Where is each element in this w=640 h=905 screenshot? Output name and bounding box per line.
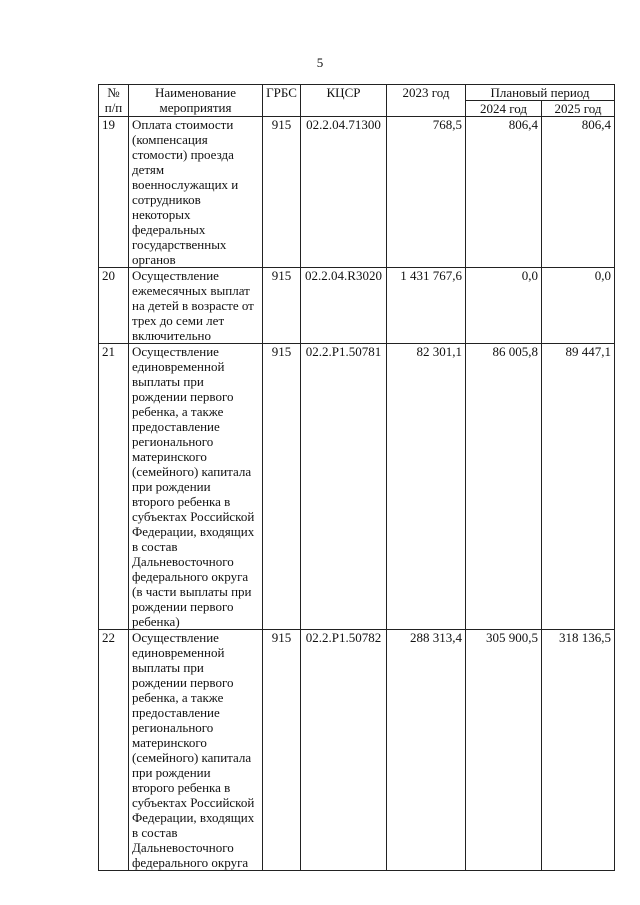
table-header-row: [99, 85, 615, 101]
header-name: Наименование мероприятия: [129, 85, 263, 117]
row-2025: 806,4: [542, 117, 615, 268]
row-2025: 318 136,5: [542, 630, 615, 871]
row-name: Оплата стоимости (компенсация стомости) проезда детям военнослужащих и сотрудников некоторых федеральных государственных органов: [129, 117, 263, 268]
row-kcsr: 02.2.04.71300: [301, 117, 387, 268]
row-kcsr: 02.2.P1.50782: [301, 630, 387, 871]
header-2023: 2023 год: [387, 85, 466, 117]
row-num: 22: [99, 630, 129, 871]
row-2025: 89 447,1: [542, 344, 615, 630]
row-kcsr: 02.2.04.R3020: [301, 268, 387, 344]
row-2024: 86 005,8: [466, 344, 542, 630]
row-name: Осуществление единовременной выплаты при рождении первого ребенка, а также предоставление регионального материнского (семейного) капитала при рождении второго ребенка в субъектах Российской Федерации, входящих в состав Дальневосточного федерального округа (в части выплаты при рождении первого ребенка): [129, 344, 263, 630]
row-num: 20: [99, 268, 129, 344]
row-2023: 82 301,1: [387, 344, 466, 630]
row-name: Осуществление единовременной выплаты при рождении первого ребенка, а также предоставление регионального материнского (семейного) капитала при рождении второго ребенка в субъектах Российской Федерации, входящих в состав Дальневосточного федерального округа: [129, 630, 263, 871]
header-2024: 2024 год: [466, 101, 542, 117]
row-2024: 0,0: [466, 268, 542, 344]
header-grbs: ГРБС: [263, 85, 301, 117]
page-number: 5: [316, 55, 324, 70]
header-2025: 2025 год: [542, 101, 615, 117]
row-grbs: 915: [263, 268, 301, 344]
row-2023: 1 431 767,6: [387, 268, 466, 344]
row-2025: 0,0: [542, 268, 615, 344]
row-grbs: 915: [263, 344, 301, 630]
header-num: № п/п: [99, 85, 129, 117]
table-row: [99, 268, 615, 344]
row-grbs: 915: [263, 117, 301, 268]
table-row: [99, 344, 615, 630]
header-kcsr: КЦСР: [301, 85, 387, 117]
budget-table: [98, 84, 615, 871]
row-name: Осуществление ежемесячных выплат на детей в возрасте от трех до семи лет включительно: [129, 268, 263, 344]
table-row: [99, 630, 615, 871]
table-row: [99, 117, 615, 268]
row-num: 21: [99, 344, 129, 630]
row-kcsr: 02.2.P1.50781: [301, 344, 387, 630]
row-num: 19: [99, 117, 129, 268]
row-2024: 305 900,5: [466, 630, 542, 871]
row-2023: 768,5: [387, 117, 466, 268]
row-2023: 288 313,4: [387, 630, 466, 871]
header-planned-period: Плановый период: [466, 85, 615, 101]
row-2024: 806,4: [466, 117, 542, 268]
row-grbs: 915: [263, 630, 301, 871]
